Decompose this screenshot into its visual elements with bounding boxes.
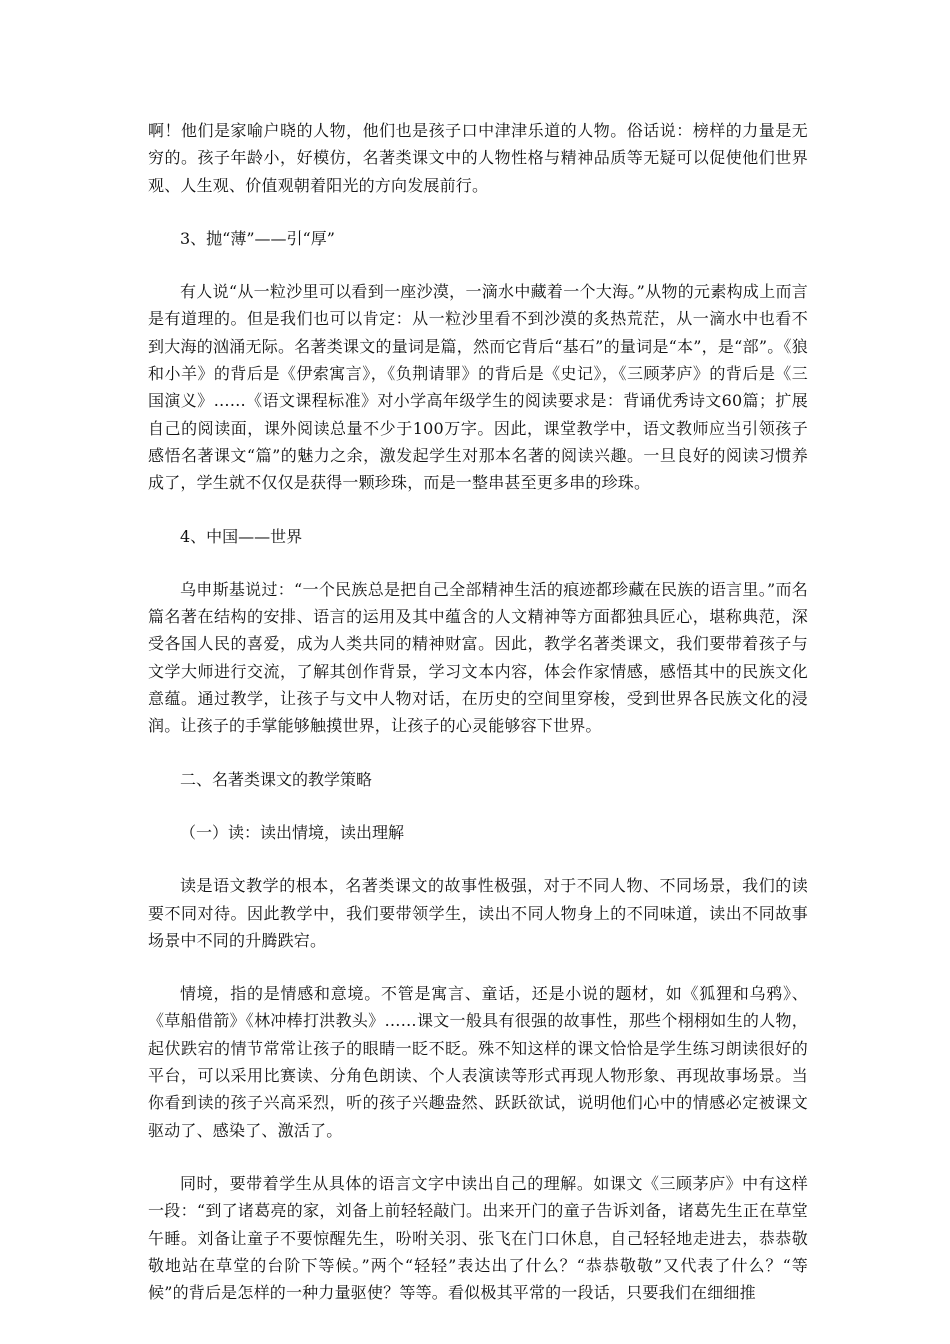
- paragraph-2: 有人说“从一粒沙里可以看到一座沙漠，一滴水中藏着一个大海。”从物的元素构成上而言是有道理的。但是我们也可以肯定：从一粒沙里看不到沙漠的炙热荒茫，从一滴水中也看不到大海的汹涌无际。名著类课文的量词是篇，然而它背后“基石”的量词是“本”，是“部”。《狼和小羊》的背后是《伊索寓言》，《负荆请罪》的背后是《史记》，《三顾茅庐》的背后是《三国演义》……《语文课程标准》对小学高年级学生的阅读要求是：背诵优秀诗文60篇；扩展自己的阅读面，课外阅读总量不少于100万字。因此，课堂教学中，语文教师应当引领孩子感悟名著课文“篇”的魅力之余，激发起学生对那本名著的阅读兴趣。一旦良好的阅读习惯养成了，学生就不仅仅是获得一颗珍珠，而是一整串甚至更多串的珍珠。: [148, 282, 808, 493]
- subsection-heading-1: （一）读：读出情境，读出理解: [180, 822, 405, 842]
- spacer: [148, 252, 808, 278]
- paragraph-1: 啊！他们是家喻户晓的人物，他们也是孩子口中津津乐道的人物。俗话说：榜样的力量是无穷的。孩子年龄小，好模仿，名著类课文中的人物性格与精神品质等无疑可以促使他们世界观、人生观、价值观朝着阳光的方向发展前行。: [148, 121, 808, 195]
- document-page: [148, 117, 808, 1306]
- paragraph-4: 读是语文教学的根本，名著类课文的故事性极强，对于不同人物、不同场景，我们的读要不同对待。因此教学中，我们要带领学生，读出不同人物身上的不同味道，读出不同故事场景中不同的升腾跌宕。: [148, 876, 808, 950]
- paragraph-3: 乌申斯基说过：“一个民族总是把自己全部精神生活的痕迹都珍藏在民族的语言里。”而名篇名著在结构的安排、语言的运用及其中蕴含的人文精神等方面都独具匠心，堪称典范，深受各国人民的喜爱，成为人类共同的精神财富。因此，教学名著类课文，我们要带着孩子与文学大师进行交流，了解其创作背景，学习文本内容，体会作家情感，感悟其中的民族文化意蕴。通过教学，让孩子与文中人物对话，在历史的空间里穿梭，受到世界各民族文化的浸润。让孩子的手掌能够触摸世界，让孩子的心灵能够容下世界。: [148, 579, 808, 736]
- spacer: [148, 199, 808, 225]
- section-heading-3: 3、抛“薄”——引“厚”: [180, 228, 335, 248]
- spacer: [148, 740, 808, 766]
- spacer: [148, 497, 808, 523]
- spacer: [148, 1144, 808, 1170]
- spacer: [148, 550, 808, 576]
- paragraph-5: 情境，指的是情感和意境。不管是寓言、童话，还是小说的题材，如《狐狸和乌鸦》、《草船借箭》《林冲棒打洪教头》……课文一般具有很强的故事性，那些个栩栩如生的人物，起伏跌宕的情节常常让孩子的眼睛一眨不眨。殊不知这样的课文恰恰是学生练习朗读很好的平台，可以采用比赛读、分角色朗读、个人表演读等形式再现人物形象、再现故事场景。当你看到读的孩子兴高采烈，听的孩子兴趣盎然、跃跃欲试，说明他们心中的情感必定被课文驱动了、感染了、激活了。: [148, 984, 808, 1140]
- spacer: [148, 846, 808, 872]
- chapter-heading-2: 二、名著类课文的教学策略: [180, 769, 373, 789]
- spacer: [148, 954, 808, 980]
- spacer: [148, 793, 808, 819]
- paragraph-6: 同时，要带着学生从具体的语言文字中读出自己的理解。如课文《三顾茅庐》中有这样一段：“到了诸葛亮的家，刘备上前轻轻敲门。出来开门的童子告诉刘备，诸葛先生正在草堂午睡。刘备让童子不要惊醒先生，吩咐关羽、张飞在门口休息，自己轻轻地走进去，恭恭敬敬地站在草堂的台阶下等候。”两个“轻轻”表达出了什么？“恭恭敬敬”又代表了什么？“等候”的背后是怎样的一种力量驱使？等等。看似极其平常的一段话，只要我们在细细推: [148, 1173, 808, 1303]
- section-heading-4: 4、中国——世界: [180, 526, 303, 546]
